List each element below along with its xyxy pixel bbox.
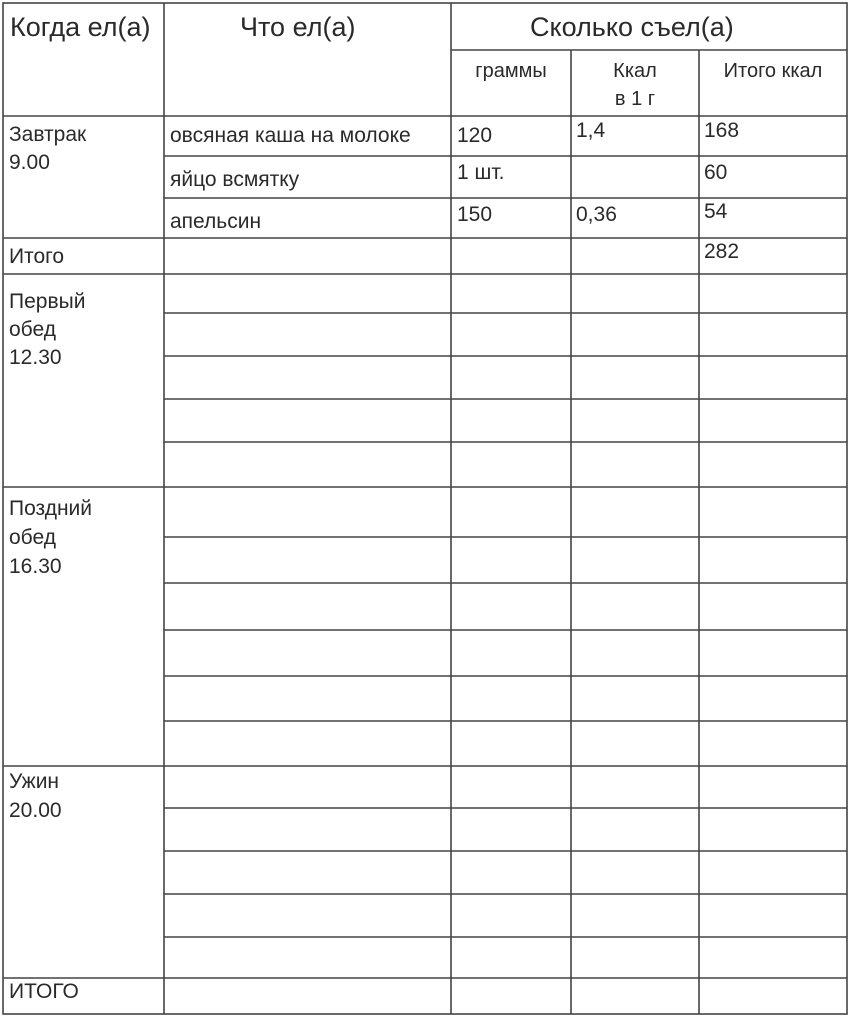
grand-total-label: ИТОГО: [9, 980, 79, 1003]
table-cell-kcal-per-g: 1,4: [576, 119, 606, 142]
table-border: [3, 3, 847, 1014]
breakfast-label: Завтрак: [9, 123, 87, 146]
subtotal-total: 282: [704, 240, 740, 263]
header-kcal-line1: Ккал: [613, 60, 657, 82]
late-lunch-time: 16.30: [9, 555, 62, 578]
lunch-label: обед: [9, 318, 56, 341]
table-cell-total: 54: [704, 200, 728, 223]
breakfast-time: 9.00: [9, 151, 50, 174]
dinner-label: Ужин: [9, 770, 60, 793]
table-cell-grams: 150: [457, 203, 493, 226]
table-cell-food: апельсин: [170, 210, 262, 233]
late-lunch-label: обед: [9, 526, 56, 549]
dinner-time: 20.00: [9, 799, 62, 822]
table-cell-food: овсяная каша на молоке: [170, 124, 411, 147]
header-how-much: Сколько съел(а): [530, 12, 734, 42]
table-cell-kcal-per-g: 0,36: [576, 203, 617, 226]
table-cell-grams: 120: [457, 124, 493, 147]
table-cell-total: 60: [704, 161, 728, 184]
lunch-time: 12.30: [9, 346, 62, 369]
subtotal-label: Итого: [9, 245, 65, 268]
lunch-label: Первый: [9, 290, 86, 313]
table-cell-food: яйцо всмятку: [170, 168, 300, 191]
header-what: Что ел(а): [240, 12, 356, 42]
header-grams: граммы: [475, 60, 547, 82]
late-lunch-label: Поздний: [9, 497, 93, 520]
header-kcal-line2: в 1 г: [614, 88, 656, 110]
header-when: Когда ел(а): [10, 12, 151, 42]
table-cell-total: 168: [704, 119, 740, 142]
table-cell-grams: 1 шт.: [457, 161, 505, 184]
header-total-kcal: Итого ккал: [723, 60, 823, 82]
